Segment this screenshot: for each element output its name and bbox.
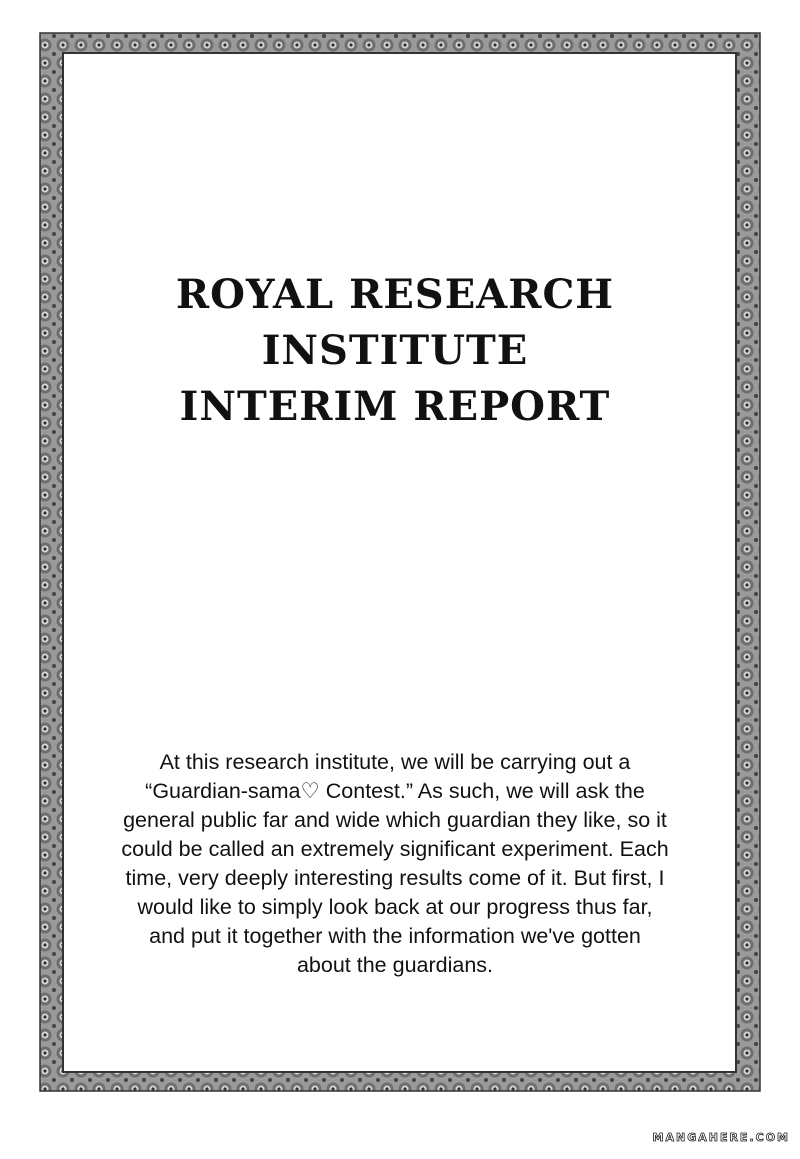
- title-line-2: INSTITUTE: [261, 326, 529, 374]
- title-line-3: INTERIM REPORT: [179, 382, 611, 430]
- site-watermark: MANGAHERE.COM: [652, 1131, 790, 1144]
- body-paragraph: At this research institute, we will be carrying out a “Guardian-sama♡ Contest.” As such, we will ask the general public far and wide which guardian they like, so it could be called an extremely significant experiment. Each time, very deeply interesting results come of it. But first, I would like to simply look back at our progress thus far, and put it together with the information we've gotten about the guardians.: [121, 749, 669, 977]
- title-line-1: ROYAL RESEARCH: [175, 270, 615, 318]
- page-title: [100, 267, 690, 435]
